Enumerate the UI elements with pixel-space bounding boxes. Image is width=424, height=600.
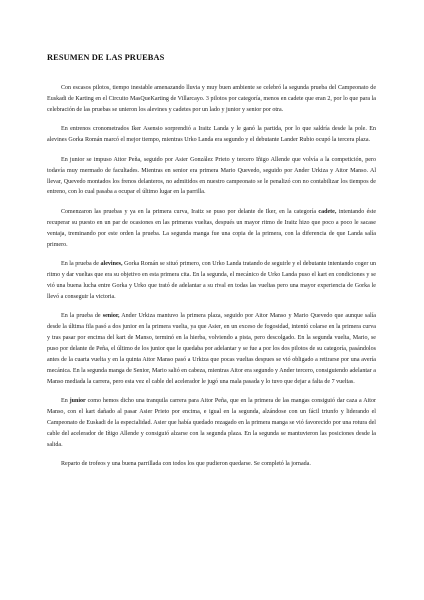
paragraph-junior-senior-entrenos: En junior se impuso Aitor Peña, seguido por Asier González Prieto y tercero Iñigo Allende que volvía a la competición, pero todavía muy mermado de facultades. Mientras en senior era primera Mario Quevedo, seguido por Ander Urkiza y Aitor Manso. Al llevar, Quevedo montados los frenos delanteros, no admitidos en nuestro campeonato se le penalizó con no contabilizar los tiempos de entreno, con lo cual pasaba a ocupar el último lugar en la parrilla. [47, 156, 376, 196]
paragraph-alevines-lead: En la prueba de [61, 261, 101, 268]
paragraph-entrenos: En entrenos cronometrados Iker Asensio sorprendió a Iraitz Landa y le ganó la partida, por lo que saldría desde la pole. En alevines Gorka Román marcó el mejor tiempo, mientras Urko Landa era segundo y el debutante Lander Rubio ocupó la tercera plaza. [47, 126, 376, 144]
category-senior-label: senior, [102, 313, 120, 320]
paragraph-cadete [47, 207, 376, 251]
document-title: RESUMEN DE LAS PRUEBAS [47, 53, 165, 62]
paragraph-cadete-lead: Comenzaron las pruebas y ya en la primera curva, Iraitz se puso por delante de Iker, en la categoría [61, 208, 319, 215]
paragraph-alevines-text: Gorka Román se situó primero, con Urko Landa tratando de seguirle y el debutante intentando coger un ritmo y dar vueltas que era su objetivo en esta primera cita. En la segunda, el mecánico de Urko Landa puso el kart en condiciones y se vió una buena lucha entre Gorka y Urko que trató de adelantar a su rival en todas las vueltas pero una mayor experiencia de Gorka le llevó a conseguir la victoria. [47, 261, 376, 300]
paragraph-intro: Con escasos pilotos, tiempo inestable amenazando lluvia y muy buen ambiente se celebró la segunda prueba del Campeonato de Euskadi de Karting en el Circuito MasQueKarting de Villarcayo. 3 pilotos por categoría, menos en cadete que eran 2, por lo que para la celebración de las pruebas se unieron los alevines y cadetes por un lado y junior y senior por otra. [47, 85, 376, 113]
category-junior-label: junior [69, 398, 86, 405]
paragraph-senior [47, 311, 376, 387]
paragraph-junior [47, 396, 376, 451]
paragraph-junior-lead: En [61, 398, 70, 405]
paragraph-junior-text: como hemos dicho una tranquila carrera para Aitor Peña, que en la primera de las mangas consiguió dar caza a Aitor Manso, con el kart dañado al pasar Asier Prieto por encima, e igual en la segunda, alzándose con un fácil triunfo y liderando el Campeonato de Euskadi de la especialidad. Asier que había quedado rezagado en la primera manga se vió favorecido por una rotura del cable del acelerador de Iñigo Allende y consiguió alzarse con la segunda plaza. En la segunda se mantuvieron las posiciones desde la salida. [47, 398, 376, 448]
paragraph-cadete-text: intentando éste recuperar su puesto en un par de ocasiones en las primeras vueltas, después un mayor ritmo de Iraitz hizo que poco a poco le sacase ventaja, treminando por este orden la prueba. La segunda manga fue una copia de la primera, con la diferencia de que Landa salía primero. [47, 208, 376, 248]
document-body [47, 83, 376, 479]
paragraph-senior-lead: En la prueba de [61, 313, 103, 320]
category-cadete-label: cadete, [318, 208, 337, 215]
paragraph-senior-text: Ander Urkiza mantuvo la primera plaza, seguido por Aitor Manso y Mario Quevedo que aunque salía desde la última fila pasó a dos junior en la primera vuelta, ya que Asier, en un exceso de fogosidad, intentó colarse en la primera curva y tras pasar por encima del kart de Manso, terminó en la hierba, volviendo a pista, pero descolgado. En la segunda vuelta, Mario, se puso por delante de Peña, el último de los junior que le quedaba por adelantar y se fue a por los dos pilotos de su categoría, pasándolos antes de la cuarta vuelta y en la quinta Aitor Manso pasó a Urkiza que pocas vueltas despues se vió obligado a retirarse por una avería mecánica. En la segunda manga de Senior, Mario salió en cabeza, mientras Aitor era segundo y Ander tercero, consiguiendo adelantar a Manso mediada la carrera, pero esta vez el cable del acelerador le jugó una mala pasada y lo tuvo que dejar a falta de 7 vueltas. [47, 313, 376, 385]
paragraph-closing: Reparto de trofeos y una buena parrillada con todos los que pudieron quedarse. Se completó la jornada. [61, 461, 311, 468]
paragraph-alevines [47, 259, 376, 303]
category-alevines-label: alevines, [100, 261, 123, 268]
